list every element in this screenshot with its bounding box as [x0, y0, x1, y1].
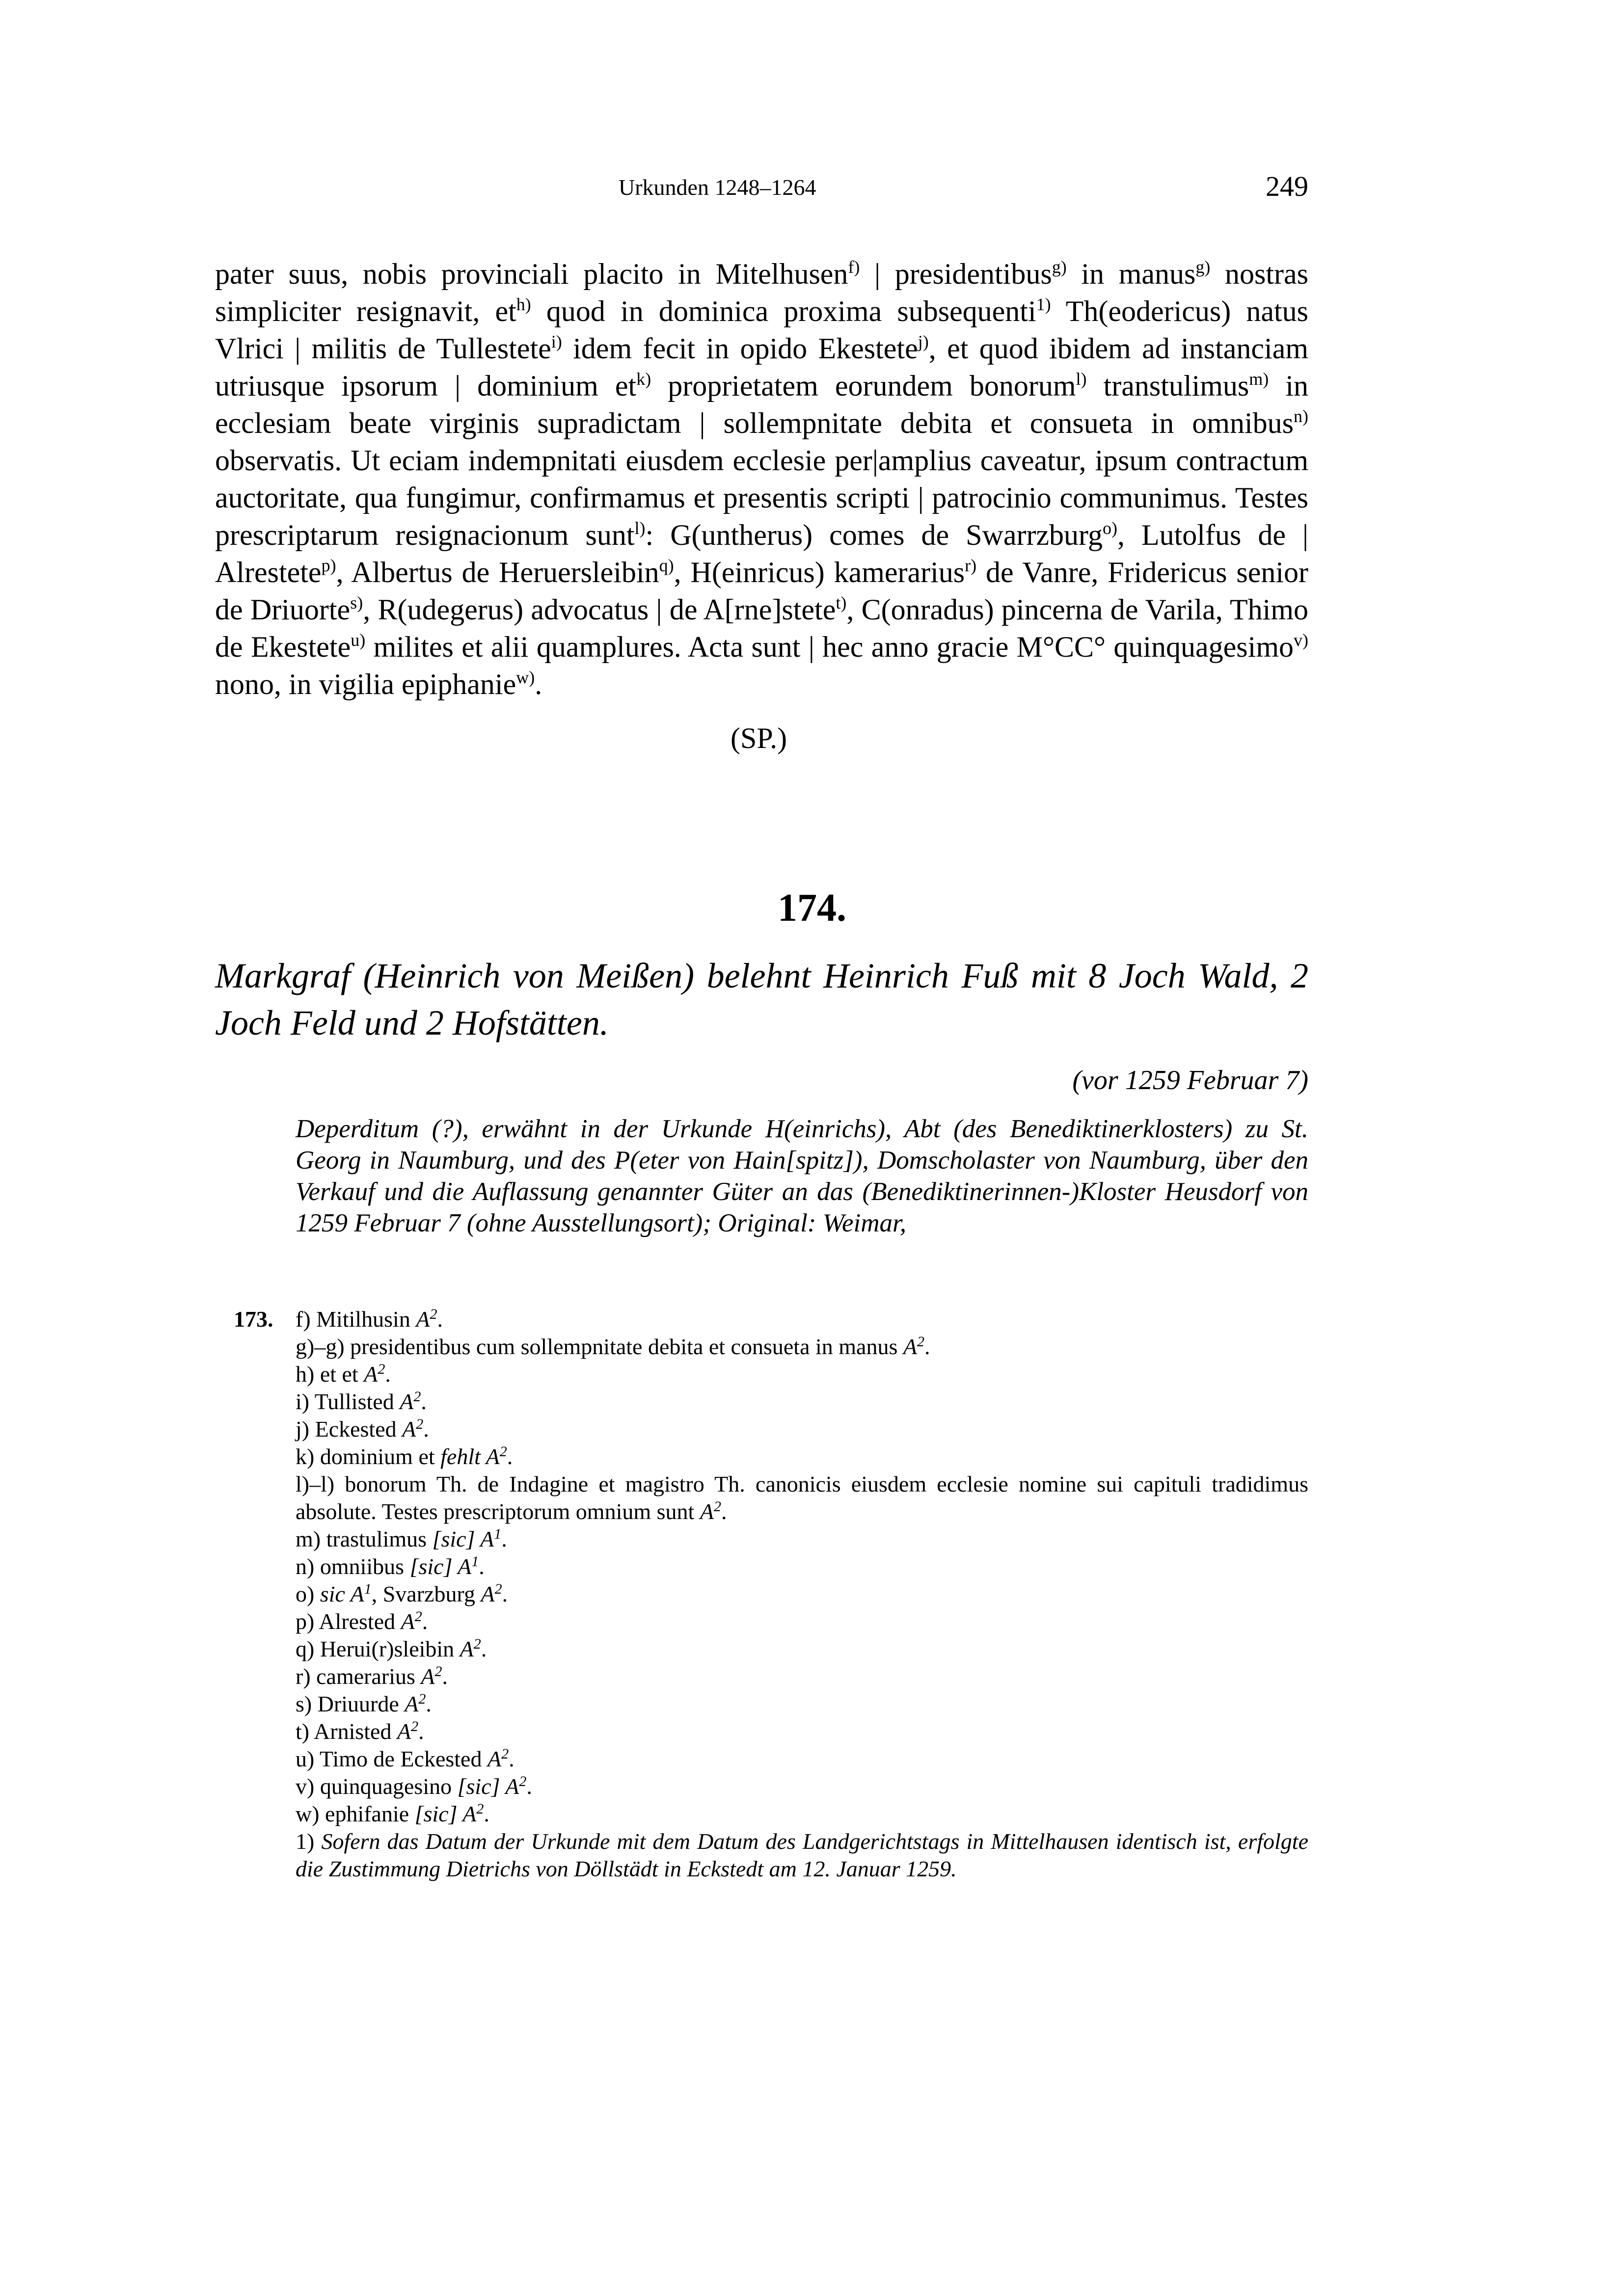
- document-source-note: Deperditum (?), erwähnt in der Urkunde H(einrichs), Abt (des Benediktinerklosters) zu St. Georg in Naumburg, und des P(eter von Hain[spitz]), Domscholaster von Naumburg, über den Verkauf und die Auflassung genannter Güter an das (Benediktinerinnen-)Kloster Heusdorf von 1259 Februar 7 (ohne Ausstellungsort); Original: Weimar,: [296, 1115, 1308, 1237]
- apparatus-list: [296, 1306, 1308, 1883]
- note-italic-text: fehlt: [440, 1444, 481, 1469]
- charter-paragraph: [215, 255, 1308, 703]
- text-segment: , Albertus de Heruersleibin: [336, 556, 659, 588]
- footnote-marker: k): [636, 369, 651, 389]
- apparatus-note: [296, 1443, 1308, 1470]
- text-segment: quod in dominica proxima subsequenti: [531, 295, 1036, 327]
- text-segment: , et quod ibidem ad instanciam utriusque ipsorum | dominium et: [215, 332, 1308, 402]
- footnote-marker: i): [551, 332, 562, 351]
- siglum-number: 2: [473, 1636, 481, 1652]
- apparatus-note: [296, 1333, 1308, 1361]
- apparatus-note: [296, 1800, 1308, 1828]
- note-text: .: [418, 1719, 424, 1744]
- siglum-number: 2: [519, 1773, 527, 1789]
- note-text: .: [721, 1499, 727, 1524]
- footnote-marker: n): [1294, 406, 1308, 426]
- manuscript-siglum: $A^2$: [460, 1636, 481, 1661]
- text-segment: | presidentibus: [860, 258, 1052, 290]
- apparatus-note: [296, 1580, 1308, 1608]
- document-title: Markgraf (Heinrich von Meißen) belehnt Heinrich Fuß mit 8 Joch Wald, 2 Joch Feld und 2 Hofstätten.: [215, 956, 1308, 1042]
- document-date: (vor 1259 Februar 7): [1072, 1065, 1308, 1095]
- footnote-marker: q): [659, 556, 674, 575]
- footnote-marker: f): [848, 257, 860, 277]
- apparatus-note: [296, 1553, 1308, 1580]
- note-text: .: [479, 1554, 485, 1579]
- footnote-marker: h): [516, 294, 531, 314]
- footnote-marker: l): [634, 518, 646, 538]
- siglum-number: 2: [501, 1746, 509, 1762]
- note-text: p) Alrested: [296, 1609, 401, 1634]
- footnote-marker: p): [321, 556, 336, 575]
- page-number: 249: [1266, 170, 1308, 202]
- note-text: 1): [296, 1829, 322, 1854]
- text-segment: transtulimus: [1086, 370, 1249, 402]
- seal-mark: (SP.): [731, 722, 787, 754]
- apparatus-note: [296, 1663, 1308, 1690]
- text-segment: Th(eodericus) natus Vlrici | militis de Tullestete: [215, 295, 1308, 365]
- note-text: r) camerarius: [296, 1664, 421, 1689]
- note-text: .: [385, 1362, 391, 1387]
- apparatus-note: [296, 1525, 1308, 1553]
- apparatus-note: [296, 1828, 1308, 1883]
- note-text: f) Mitilhusin: [296, 1307, 416, 1332]
- footnote-marker: w): [516, 667, 535, 687]
- note-text: .: [484, 1801, 489, 1826]
- siglum-number: 2: [414, 1608, 422, 1625]
- note-text: t) Arnisted: [296, 1719, 397, 1744]
- note-text: m) trastulimus: [296, 1526, 433, 1551]
- siglum-number: 2: [430, 1306, 437, 1322]
- apparatus-note: [296, 1690, 1308, 1718]
- siglum-number: 2: [411, 1718, 419, 1735]
- document-number: 174.: [778, 886, 846, 930]
- manuscript-siglum: $A^2$: [487, 1746, 509, 1771]
- charter-text: [215, 255, 1308, 703]
- apparatus-note: [296, 1415, 1308, 1443]
- note-italic-text: Sofern das Datum der Urkunde mit dem Datum des Landgerichtstags in Mittelhausen identisch ist, erfolgte die Zustimmung Dietrichs von Döllstädt in Eckstedt am 12. Januar 1259.: [296, 1829, 1308, 1881]
- siglum-number: 2: [917, 1334, 924, 1350]
- footnote-marker: j): [918, 332, 929, 351]
- note-italic-text: [sic]: [414, 1801, 458, 1826]
- text-segment: pater suus, nobis provinciali placito in Mitelhusen: [215, 258, 848, 290]
- footnote-marker: u): [351, 630, 366, 650]
- note-text: i) Tullisted: [296, 1389, 400, 1414]
- text-segment: , H(einricus) kamerarius: [674, 556, 965, 588]
- note-text: u) Timo de Eckested: [296, 1746, 487, 1771]
- manuscript-siglum: $A^2$: [481, 1581, 502, 1606]
- apparatus-note: [296, 1388, 1308, 1415]
- siglum-number: 2: [416, 1416, 424, 1432]
- running-head: Urkunden 1248–1264: [619, 175, 816, 200]
- note-text: .: [501, 1526, 507, 1551]
- apparatus-note: [296, 1361, 1308, 1388]
- siglum-number: 2: [418, 1691, 426, 1707]
- text-segment: : G(untherus) comes de Swarrzburg: [645, 519, 1103, 551]
- footnote-marker: 1): [1036, 294, 1051, 314]
- apparatus-note: [296, 1745, 1308, 1773]
- footnote-marker: g): [1195, 257, 1211, 277]
- manuscript-siglum: $A^2$: [401, 1608, 422, 1634]
- text-segment: , R(udegerus) advocatus | de A[rne]stete: [363, 593, 836, 626]
- siglum-number: 2: [378, 1361, 385, 1377]
- note-text: o): [296, 1581, 320, 1606]
- note-text: .: [422, 1609, 428, 1634]
- manuscript-siglum: $A^2$: [405, 1691, 426, 1716]
- siglum-number: 2: [434, 1663, 442, 1680]
- siglum-number: 2: [476, 1801, 484, 1817]
- siglum-number: 2: [494, 1581, 502, 1597]
- note-text: v) quinquagesino: [296, 1774, 458, 1799]
- footnote-marker: o): [1102, 518, 1117, 538]
- manuscript-siglum: $A^2$: [457, 1801, 484, 1826]
- text-segment: nono, in vigilia epiphanie: [215, 668, 516, 700]
- text-segment: .: [535, 668, 542, 700]
- siglum-number: 1: [471, 1553, 479, 1570]
- note-text: .: [421, 1389, 427, 1414]
- note-text: .: [924, 1334, 930, 1359]
- manuscript-siglum: $A^2$: [364, 1361, 385, 1387]
- footnote-marker: s): [350, 593, 363, 613]
- manuscript-siglum: $A^2$: [500, 1773, 527, 1799]
- manuscript-siglum: $A^2$: [400, 1388, 421, 1414]
- manuscript-siglum: $A^1$: [475, 1526, 502, 1551]
- siglum-number: 2: [713, 1498, 721, 1515]
- apparatus-note: [296, 1635, 1308, 1663]
- apparatus-note: [296, 1470, 1308, 1525]
- apparatus-document-ref: 173.: [234, 1307, 273, 1332]
- text-segment: proprietatem eorundem bonorum: [651, 370, 1076, 402]
- note-text: l)–l) bonorum Th. de Indagine et magistro Th. canonicis eiusdem ecclesie nomine sui capituli tradidimus absolute. Testes prescriptorum omnium sunt: [296, 1471, 1308, 1524]
- text-segment: in manus: [1066, 258, 1196, 290]
- note-text: g)–g) presidentibus cum sollempnitate debita et consueta in manus: [296, 1334, 903, 1359]
- manuscript-siglum: $A^2$: [397, 1718, 419, 1744]
- footnote-marker: l): [1076, 369, 1087, 389]
- apparatus-note: [296, 1718, 1308, 1745]
- apparatus-note: [296, 1608, 1308, 1635]
- footnote-marker: t): [836, 593, 847, 613]
- manuscript-siglum: $A^2$: [700, 1498, 721, 1524]
- note-italic-text: [sic]: [409, 1554, 453, 1579]
- note-text: j) Eckested: [296, 1416, 403, 1442]
- note-text: q) Herui(r)sleibin: [296, 1636, 460, 1661]
- text-segment: , Lutolfus de | Alrestete: [215, 519, 1308, 588]
- note-italic-text: sic: [320, 1581, 345, 1606]
- note-text: .: [526, 1774, 532, 1799]
- note-text: h) et et: [296, 1362, 364, 1387]
- footnote-marker: v): [1294, 630, 1308, 650]
- text-segment: nostras simpliciter resignavit, et: [215, 258, 1309, 327]
- manuscript-siglum: $A^1$: [345, 1581, 372, 1606]
- note-text: .: [509, 1746, 514, 1771]
- note-text: .: [481, 1636, 487, 1661]
- note-text: w) ephifanie: [296, 1801, 415, 1826]
- text-segment: , C(onradus) pincerna de Varila, Thimo de Ekestete: [215, 593, 1308, 663]
- footnote-marker: g): [1052, 257, 1067, 277]
- manuscript-siglum: $A^2$: [421, 1663, 442, 1689]
- note-text: .: [437, 1307, 443, 1332]
- manuscript-siglum: $A^2$: [402, 1416, 424, 1442]
- siglum-number: 1: [364, 1581, 372, 1597]
- apparatus-note: [296, 1773, 1308, 1800]
- text-segment: observatis. Ut eciam indempnitati eiusdem ecclesie per|amplius caveatur, ipsum contractum auctoritate, qua fungimur, confirmamus et presentis scripti | patrocinio communimus. Testes prescriptarum resignacionum sunt: [215, 444, 1308, 551]
- note-text: .: [423, 1416, 429, 1442]
- manuscript-siglum: $A^2$: [903, 1334, 924, 1359]
- note-italic-text: [sic]: [432, 1526, 475, 1551]
- note-text: .: [442, 1664, 448, 1689]
- note-italic-text: [sic]: [457, 1774, 500, 1799]
- note-text: s) Driuurde: [296, 1691, 405, 1716]
- footnote-marker: m): [1249, 369, 1269, 389]
- manuscript-siglum: $A^2$: [480, 1443, 507, 1469]
- siglum-number: 2: [413, 1388, 421, 1405]
- siglum-number: 2: [499, 1443, 507, 1460]
- text-segment: de Vanre, Fridericus senior de Driuorte: [215, 556, 1308, 626]
- note-text: , Svarzburg: [371, 1581, 481, 1606]
- text-segment: milites et alii quamplures. Acta sunt | hec anno gracie M°CC° quinquagesimo: [365, 631, 1294, 663]
- note-text: n) omniibus: [296, 1554, 410, 1579]
- text-segment: in ecclesiam beate virginis supradictam | sollempnitate debita et consueta in omnibus: [215, 370, 1308, 439]
- siglum-number: 1: [494, 1526, 502, 1542]
- footnote-marker: r): [965, 556, 977, 575]
- text-segment: idem fecit in opido Ekestete: [562, 332, 918, 365]
- note-text: k) dominium et: [296, 1444, 441, 1469]
- note-text: .: [502, 1581, 508, 1606]
- apparatus-note: [296, 1306, 1308, 1333]
- manuscript-siglum: $A^1$: [452, 1553, 479, 1579]
- manuscript-siglum: $A^2$: [416, 1306, 437, 1332]
- note-text: .: [426, 1691, 432, 1716]
- note-text: .: [507, 1444, 513, 1469]
